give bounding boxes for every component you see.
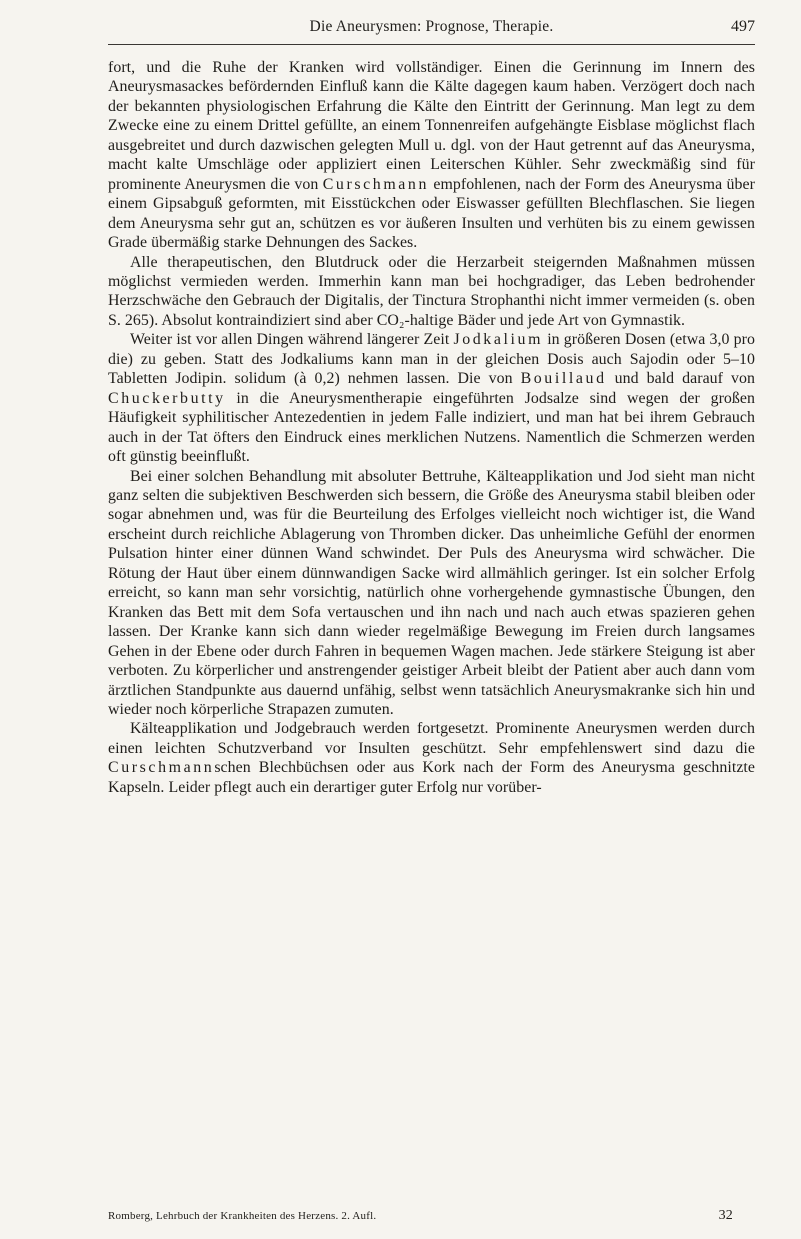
text-segment: in die Aneurysmentherapie eingeführten Jodsalze sind wegen der großen Häufigkeit syphilitischer Antezedentien in jedem Falle indiziert, und man hat bei ihrem Gebrauch auch in der Tat öfters den Eindruck eines merklichen Nutzens. Namentlich die Schmerzen werden oft günstig beeinflußt. bbox=[108, 389, 755, 466]
spaced-name: Jodkalium bbox=[453, 331, 544, 349]
paragraph bbox=[108, 467, 755, 720]
spaced-name: Chuckerbutty bbox=[108, 389, 226, 407]
page-footer bbox=[108, 1210, 755, 1232]
text-segment: empfohlenen, nach der Form des Aneurysma über einem Gipsabguß geformten, mit Eisstückchen oder Eiswasser gefüllten Blechflaschen. Sie liegen dem Aneurysma sehr gut an, schützen es vor äußeren Insulten und verhüten bis zu einem gewissen Grade übermäßig starke Dehnungen des Sackes. bbox=[108, 175, 755, 252]
spaced-name: Curschmann bbox=[108, 759, 215, 777]
spaced-name: Bouillaud bbox=[520, 370, 607, 388]
paragraph bbox=[108, 719, 755, 797]
book-citation: Romberg, Lehrbuch der Krankheiten des Herzens. 2. Aufl. bbox=[108, 1210, 377, 1222]
body-text bbox=[108, 58, 755, 797]
text-segment: Kälteapplikation und Jodgebrauch werden fortgesetzt. Prominente Aneurysmen werden durch einen leichten Schutzverband vor Insulten geschützt. Sehr empfehlenswert sind dazu die bbox=[108, 720, 755, 757]
page-number: 497 bbox=[731, 18, 755, 35]
paragraph bbox=[108, 330, 755, 466]
spaced-name: Curschmann bbox=[322, 175, 430, 193]
paragraph bbox=[108, 253, 755, 331]
text-segment: und bald darauf von bbox=[606, 370, 755, 388]
text-segment: fort, und die Ruhe der Kranken wird vollständiger. Einen die Gerinnung im Innern des Aneurysmasackes befördernden Einfluß kann die Kälte dagegen kaum haben. Verzögert doch nach der bekannten physiologischen Erfahrung die Kälte den Eintritt der Gerinnung. Man legt zu dem Zwecke eine zu einem Drittel gefüllte, an einem Tonnenreifen aufgehängte Eisblase möglichst flach ausgebreitet und durch dazwischen gelegten Mull u. dgl. von der Haut getrennt auf das Aneurysma, macht kalte Umschläge oder appliziert einen Leiterschen Kühler. Sehr zweckmäßig sind für prominente Aneurysmen die von bbox=[108, 59, 755, 193]
paragraph bbox=[108, 58, 755, 253]
text-segment: Bei einer solchen Behandlung mit absoluter Bettruhe, Kälteapplikation und Jod sieht man nicht ganz selten die subjektiven Beschwerden sich bessern, die Größe des Aneurysma stabil bleiben oder sogar abnehmen und, was für die Beurteilung des Erfolges vielleicht noch wichtiger ist, die Wand erscheint durch reichliche Ablagerung von Thromben dicker. Das unheimliche Gefühl der enormen Pulsation hinter einer dünnen Wand schwindet. Der Puls des Aneurysma wird schwächer. Die Rötung der Haut über einem dünnwandigen Sacke wird allmählich geringer. Ist ein solcher Erfolg erreicht, so kann man sehr vorsichtig, natürlich ohne vorhergehende gymnastische Übungen, den Kranken das Bett mit dem Sofa vertauschen und ihn nach und nach auch etwas spazieren gehen lassen. Der Kranke kann sich dann wieder regelmäßige Bewegung im Freien durch langsames Gehen in der Ebene oder durch Fahren in bequemen Wagen machen. Jede stärkere Steigung ist aber verboten. Zu körperlicher und anstrengender geistiger Arbeit bleibt der Patient aber auch dann vom ärztlichen Standpunkte aus dauernd unfähig, selbst wenn tatsächlich Aneurysmakranke sich hin und wieder noch körperliche Strapazen zumuten. bbox=[108, 467, 755, 718]
text-segment: in größeren Dosen (etwa 3,0 pro die) zu geben. Statt des Jodkaliums kann man in der gleichen Dosis auch Sajodin oder 5–10 Tabletten Jodipin. solidum (à 0,2) nehmen lassen. Die von bbox=[108, 331, 755, 388]
running-title: Die Aneurysmen: Prognose, Therapie. bbox=[309, 18, 554, 35]
header-rule bbox=[108, 44, 755, 45]
text-segment: schen Blechbüchsen oder aus Kork nach der Form des Aneurysma geschnitzte Kapseln. Leider pflegt auch ein derartiger guter Erfolg nur vorüber- bbox=[108, 759, 755, 796]
text-segment: Alle therapeutischen, den Blutdruck oder die Herzarbeit steigernden Maßnahmen müssen möglichst vermieden werden. Immerhin kann man bei hochgradiger, das Leben bedrohender Herzschwäche den Gebrauch der Digitalis, der Tinctura Strophanthi nicht immer vermeiden (s. oben S. 265). Absolut kontraindiziert sind aber CO₂-haltige Bäder und jede Art von Gymnastik. bbox=[108, 253, 755, 329]
text-segment: Weiter ist vor allen Dingen während längerer Zeit bbox=[130, 331, 454, 349]
page-header bbox=[108, 18, 755, 42]
signature-mark: 32 bbox=[718, 1208, 733, 1223]
